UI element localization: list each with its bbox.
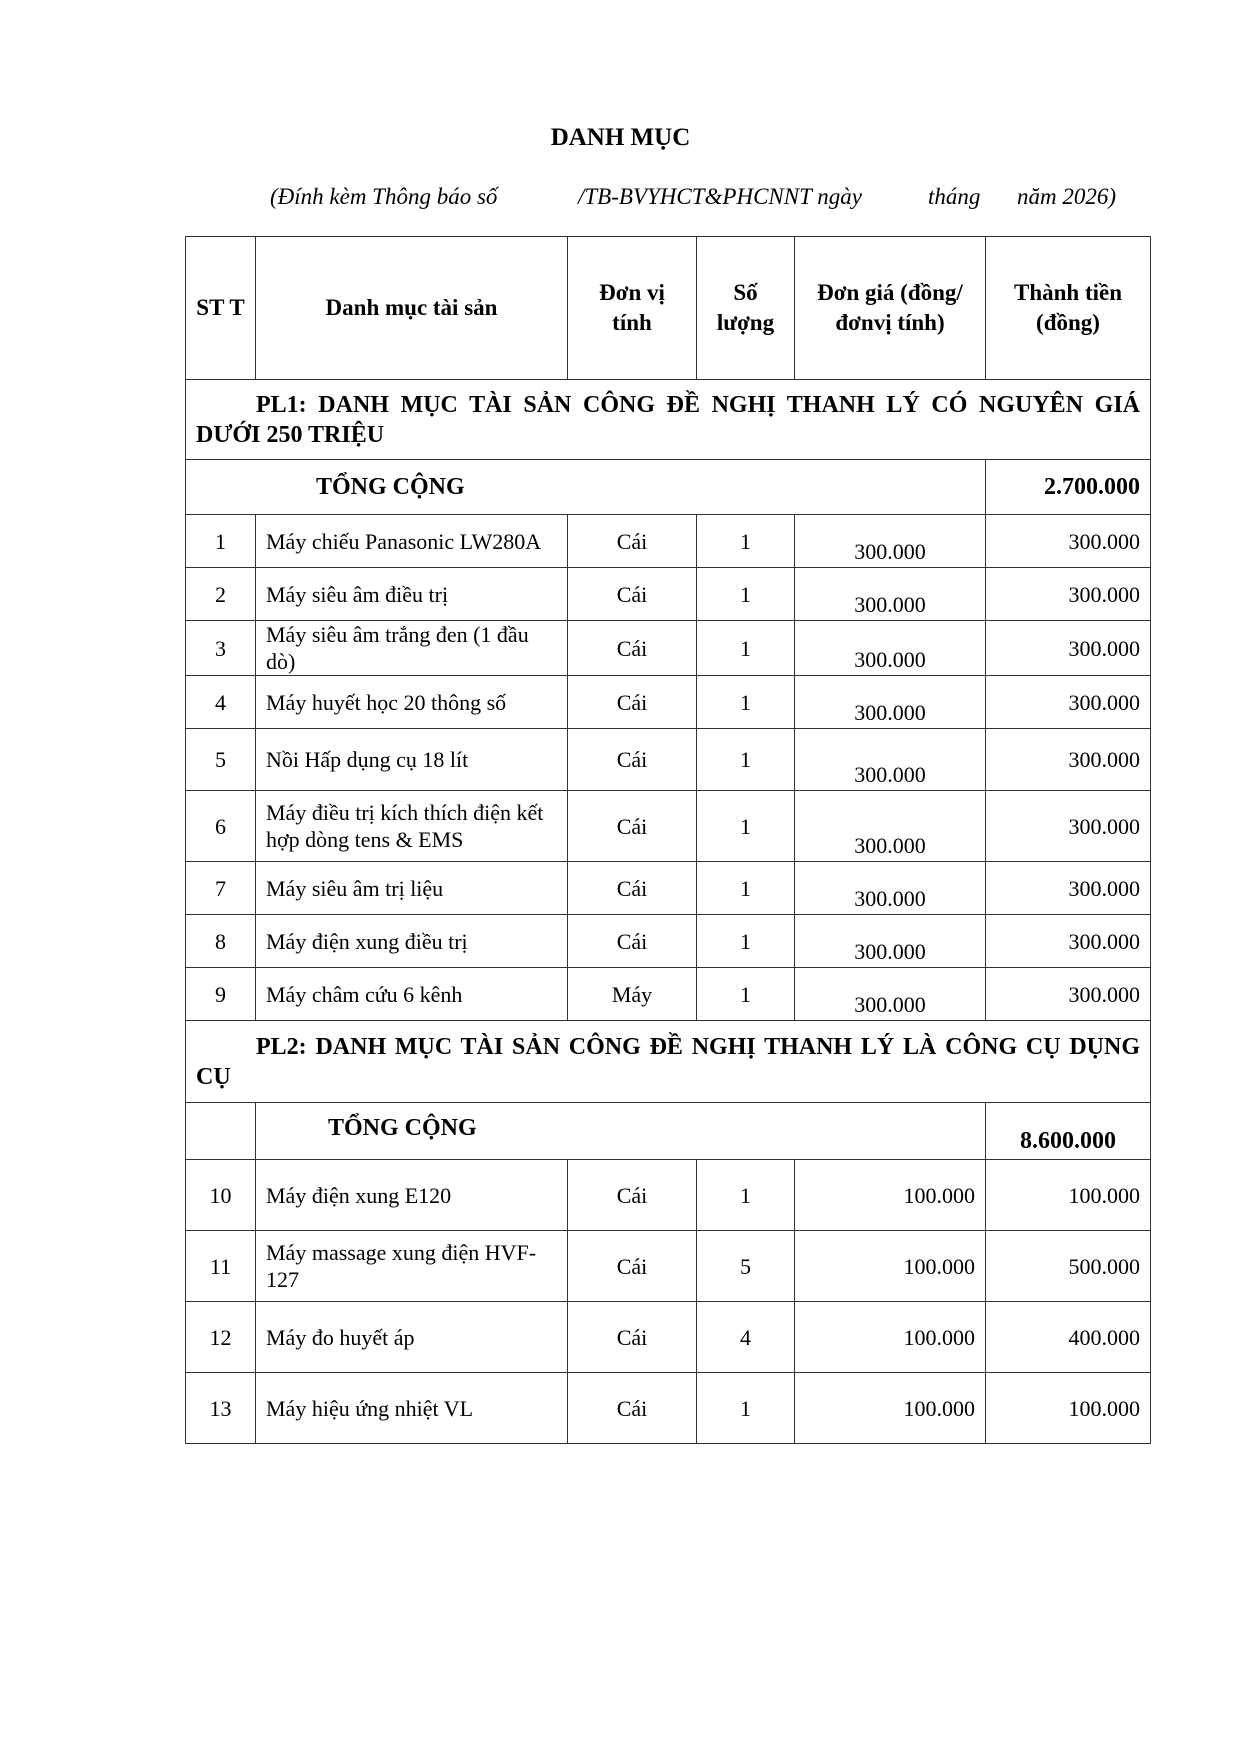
cell-qty: 4 — [697, 1302, 795, 1373]
subtitle-part-2: /TB-BVYHCT&PHCNNT ngày — [578, 184, 862, 209]
header-unit: Đơn vị tính — [568, 237, 697, 380]
cell-name: Máy điều trị kích thích điện kết hợp dòng tens & EMS — [256, 791, 568, 862]
cell-qty: 1 — [697, 515, 795, 568]
total-label: TỔNG CỘNG — [186, 460, 986, 515]
table-row — [186, 862, 1151, 915]
cell-price: 100.000 — [795, 1302, 986, 1373]
cell-name: Máy siêu âm trắng đen (1 đầu dò) — [256, 621, 568, 676]
cell-total: 300.000 — [986, 729, 1151, 791]
cell-stt: 13 — [186, 1373, 256, 1444]
header-qty: Số lượng — [697, 237, 795, 380]
cell-unit: Cái — [568, 862, 697, 915]
cell-unit: Cái — [568, 676, 697, 729]
cell-price: 300.000 — [795, 568, 986, 621]
cell-stt: 4 — [186, 676, 256, 729]
table-row — [186, 1231, 1151, 1302]
cell-stt: 2 — [186, 568, 256, 621]
cell-total: 300.000 — [986, 862, 1151, 915]
cell-unit: Cái — [568, 1373, 697, 1444]
section-title-row — [186, 1021, 1151, 1103]
table-row — [186, 1373, 1151, 1444]
section-title-row — [186, 380, 1151, 460]
cell-price: 300.000 — [795, 621, 986, 676]
cell-total: 300.000 — [986, 791, 1151, 862]
cell-stt: 10 — [186, 1160, 256, 1231]
table-row — [186, 621, 1151, 676]
cell-unit: Cái — [568, 621, 697, 676]
cell-price: 100.000 — [795, 1373, 986, 1444]
cell-unit: Cái — [568, 729, 697, 791]
cell-qty: 1 — [697, 621, 795, 676]
cell-qty: 1 — [697, 676, 795, 729]
table-body — [186, 380, 1151, 1444]
total-stt-cell — [186, 1103, 256, 1160]
cell-stt: 7 — [186, 862, 256, 915]
table-row — [186, 568, 1151, 621]
table-row — [186, 676, 1151, 729]
cell-price: 100.000 — [795, 1231, 986, 1302]
cell-stt: 6 — [186, 791, 256, 862]
table-row — [186, 1160, 1151, 1231]
document-title: DANH MỤC — [550, 124, 691, 151]
cell-price: 300.000 — [795, 968, 986, 1021]
cell-name: Nồi Hấp dụng cụ 18 lít — [256, 729, 568, 791]
cell-qty: 1 — [697, 729, 795, 791]
cell-name: Máy huyết học 20 thông số — [256, 676, 568, 729]
cell-name: Máy chiếu Panasonic LW280A — [256, 515, 568, 568]
cell-price: 300.000 — [795, 791, 986, 862]
cell-price: 100.000 — [795, 1160, 986, 1231]
cell-name: Máy điện xung điều trị — [256, 915, 568, 968]
cell-qty: 1 — [697, 862, 795, 915]
cell-unit: Cái — [568, 515, 697, 568]
cell-name: Máy siêu âm trị liệu — [256, 862, 568, 915]
cell-qty: 1 — [697, 1373, 795, 1444]
cell-qty: 1 — [697, 915, 795, 968]
cell-total: 300.000 — [986, 968, 1151, 1021]
cell-price: 300.000 — [795, 862, 986, 915]
cell-stt: 3 — [186, 621, 256, 676]
header-name: Danh mục tài sản — [256, 237, 568, 380]
table-row — [186, 915, 1151, 968]
cell-stt: 12 — [186, 1302, 256, 1373]
cell-price: 300.000 — [795, 515, 986, 568]
cell-qty: 1 — [697, 791, 795, 862]
cell-total: 300.000 — [986, 515, 1151, 568]
cell-total: 400.000 — [986, 1302, 1151, 1373]
cell-stt: 9 — [186, 968, 256, 1021]
subtitle-part-1: (Đính kèm Thông báo số — [270, 184, 498, 209]
cell-stt: 1 — [186, 515, 256, 568]
cell-total: 500.000 — [986, 1231, 1151, 1302]
cell-name: Máy châm cứu 6 kênh — [256, 968, 568, 1021]
cell-total: 300.000 — [986, 915, 1151, 968]
table-row — [186, 515, 1151, 568]
subtitle-part-3: tháng — [928, 184, 981, 209]
cell-qty: 1 — [697, 568, 795, 621]
cell-price: 300.000 — [795, 676, 986, 729]
cell-unit: Cái — [568, 1160, 697, 1231]
cell-price: 300.000 — [795, 729, 986, 791]
table-row — [186, 791, 1151, 862]
table-row — [186, 1302, 1151, 1373]
section-title: PL2: DANH MỤC TÀI SẢN CÔNG ĐỀ NGHỊ THANH LÝ LÀ CÔNG CỤ DỤNG CỤ — [186, 1021, 1151, 1103]
cell-unit: Cái — [568, 915, 697, 968]
cell-price: 300.000 — [795, 915, 986, 968]
cell-unit: Cái — [568, 1231, 697, 1302]
cell-name: Máy hiệu ứng nhiệt VL — [256, 1373, 568, 1444]
cell-total: 300.000 — [986, 568, 1151, 621]
section-title: PL1: DANH MỤC TÀI SẢN CÔNG ĐỀ NGHỊ THANH LÝ CÓ NGUYÊN GIÁ DƯỚI 250 TRIỆU — [186, 380, 1151, 460]
total-value: 2.700.000 — [986, 460, 1151, 515]
total-row — [186, 1103, 1151, 1160]
header-price: Đơn giá (đồng/đơnvị tính) — [795, 237, 986, 380]
cell-name: Máy điện xung E120 — [256, 1160, 568, 1231]
cell-qty: 1 — [697, 1160, 795, 1231]
total-row — [186, 460, 1151, 515]
cell-stt: 5 — [186, 729, 256, 791]
cell-name: Máy massage xung điện HVF-127 — [256, 1231, 568, 1302]
cell-total: 300.000 — [986, 621, 1151, 676]
cell-unit: Máy — [568, 968, 697, 1021]
total-value: 8.600.000 — [986, 1103, 1151, 1160]
cell-stt: 11 — [186, 1231, 256, 1302]
cell-unit: Cái — [568, 791, 697, 862]
cell-qty: 1 — [697, 968, 795, 1021]
header-total: Thành tiền (đồng) — [986, 237, 1151, 380]
cell-unit: Cái — [568, 1302, 697, 1373]
cell-total: 100.000 — [986, 1373, 1151, 1444]
header-stt: ST T — [186, 237, 256, 380]
cell-total: 100.000 — [986, 1160, 1151, 1231]
total-label: TỔNG CỘNG — [256, 1103, 986, 1160]
cell-name: Máy siêu âm điều trị — [256, 568, 568, 621]
cell-name: Máy đo huyết áp — [256, 1302, 568, 1373]
asset-table — [185, 236, 1151, 1444]
cell-unit: Cái — [568, 568, 697, 621]
subtitle-part-4: năm 2026) — [1017, 184, 1117, 209]
table-header-row — [186, 237, 1151, 380]
table-row — [186, 968, 1151, 1021]
cell-total: 300.000 — [986, 676, 1151, 729]
cell-qty: 5 — [697, 1231, 795, 1302]
table-row — [186, 729, 1151, 791]
cell-stt: 8 — [186, 915, 256, 968]
